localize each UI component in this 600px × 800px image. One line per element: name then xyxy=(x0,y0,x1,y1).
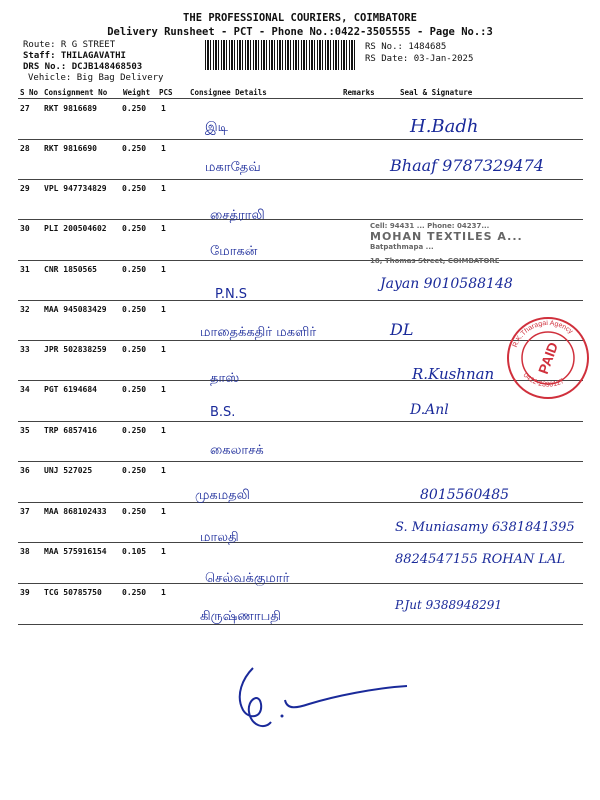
signature-handwriting: D.Anl xyxy=(410,402,449,418)
row-sno: 39 xyxy=(20,588,30,597)
row-sno: 32 xyxy=(20,305,30,314)
signature-handwriting: Jayan 9010588148 xyxy=(380,276,513,292)
svg-text:0422-2390127: 0422-2390127 xyxy=(521,371,566,389)
row-pcs: 1 xyxy=(161,224,166,233)
paid-stamp xyxy=(505,315,591,401)
signature-handwriting: Bhaaf 9787329474 xyxy=(390,156,544,175)
row-sno: 34 xyxy=(20,385,30,394)
row-weight: 0.250 xyxy=(122,345,147,354)
row-weight: 0.250 xyxy=(122,184,147,193)
consignee-handwriting: மகாதேவ் xyxy=(205,160,261,175)
row-divider xyxy=(18,300,583,301)
drs-label: DRS No.: DCJB148468503 xyxy=(23,62,143,72)
row-weight: 0.250 xyxy=(122,466,147,475)
consignee-handwriting: B.S. xyxy=(210,405,236,420)
consignee-handwriting: கைலாசக் xyxy=(210,443,264,458)
row-sno: 38 xyxy=(20,547,30,556)
row-divider xyxy=(18,219,583,220)
row-consignment-no: MAA 575916154 xyxy=(44,547,107,556)
row-weight: 0.250 xyxy=(122,507,147,516)
runsheet-subtitle: Delivery Runsheet - PCT - Phone No.:0422-3505555 - Page No.:3 xyxy=(107,26,493,38)
row-consignment-no: TRP 6857416 xyxy=(44,426,97,435)
row-pcs: 1 xyxy=(161,426,166,435)
consignee-handwriting: முகமதலி xyxy=(195,488,250,503)
row-pcs: 1 xyxy=(161,507,166,516)
row-consignment-no: UNJ 527025 xyxy=(44,466,93,475)
row-consignment-no: MAA 945083429 xyxy=(44,305,107,314)
col-seal-signature: Seal & Signature xyxy=(400,88,473,97)
row-divider xyxy=(18,179,583,180)
staff-label: Staff: THILAGAVATHI xyxy=(23,51,126,61)
row-consignment-no: RKT 9816690 xyxy=(44,144,97,153)
row-weight: 0.105 xyxy=(122,547,147,556)
col-consignee: Consignee Details xyxy=(190,88,267,97)
row-pcs: 1 xyxy=(161,466,166,475)
consignee-handwriting: மாதைக்கதிர் மகளிர் xyxy=(200,325,317,340)
header-divider xyxy=(18,98,583,99)
row-weight: 0.250 xyxy=(122,265,147,274)
row-sno: 37 xyxy=(20,507,30,516)
row-pcs: 1 xyxy=(161,588,166,597)
row-consignment-no: RKT 9816689 xyxy=(44,104,97,113)
route-label: Route: R G STREET xyxy=(23,40,116,50)
row-divider xyxy=(18,542,583,543)
row-consignment-no: CNR 1850565 xyxy=(44,265,97,274)
row-pcs: 1 xyxy=(161,385,166,394)
row-weight: 0.250 xyxy=(122,385,147,394)
row-pcs: 1 xyxy=(161,144,166,153)
signature-handwriting: P.Jut 9388948291 xyxy=(395,598,502,612)
signature-handwriting: H.Badh xyxy=(410,116,479,137)
row-divider xyxy=(18,461,583,462)
paid-stamp-graphic xyxy=(505,315,591,401)
signature-handwriting: 8015560485 xyxy=(420,487,510,503)
row-sno: 28 xyxy=(20,144,30,153)
svg-text:PAID: PAID xyxy=(534,340,562,376)
rs-date: RS Date: 03-Jan-2025 xyxy=(365,54,474,64)
consignee-handwriting: சைத்ராலி xyxy=(210,208,265,223)
row-pcs: 1 xyxy=(161,104,166,113)
row-weight: 0.250 xyxy=(122,224,147,233)
row-weight: 0.250 xyxy=(122,144,147,153)
row-pcs: 1 xyxy=(161,547,166,556)
signature-handwriting: 8824547155 ROHAN LAL xyxy=(395,552,566,567)
stamp-line: Cell: 94431 ... Phone: 04237... xyxy=(370,222,490,230)
row-divider xyxy=(18,380,583,381)
col-pcs: PCS xyxy=(159,88,173,97)
col-sno: S No xyxy=(20,88,39,97)
row-sno: 29 xyxy=(20,184,30,193)
row-consignment-no: MAA 868102433 xyxy=(44,507,107,516)
consignee-handwriting: மோகன் xyxy=(210,244,258,259)
col-weight: Weight xyxy=(123,88,151,97)
consignee-handwriting: செல்வக்குமார் xyxy=(205,571,290,586)
table-bottom-line xyxy=(18,624,583,625)
row-weight: 0.250 xyxy=(122,104,147,113)
consignee-handwriting: P.N.S xyxy=(215,287,248,302)
row-divider xyxy=(18,583,583,584)
row-weight: 0.250 xyxy=(122,588,147,597)
row-pcs: 1 xyxy=(161,305,166,314)
stamp-line: Batpathmapa ... xyxy=(370,243,434,251)
consignee-handwriting: இடி xyxy=(205,120,228,135)
row-sno: 33 xyxy=(20,345,30,354)
row-sno: 31 xyxy=(20,265,30,274)
rs-number: RS No.: 1484685 xyxy=(365,42,447,52)
row-divider xyxy=(18,421,583,422)
consignee-handwriting: தாஸ் xyxy=(210,371,240,386)
signature-handwriting: DL xyxy=(390,320,414,339)
consignee-handwriting: கிருஷ்ணாபதி xyxy=(200,609,281,624)
vehicle-label: Vehicle: Big Bag Delivery xyxy=(28,73,164,83)
runner-signature xyxy=(225,660,415,740)
row-pcs: 1 xyxy=(161,184,166,193)
row-pcs: 1 xyxy=(161,265,166,274)
row-sno: 27 xyxy=(20,104,30,113)
stamp-line: MOHAN TEXTILES A... xyxy=(370,230,523,243)
row-consignment-no: TCG 50785750 xyxy=(44,588,102,597)
row-sno: 36 xyxy=(20,466,30,475)
stamp-line: 18, Thomas Street, COIMBATORE xyxy=(370,257,500,265)
row-consignment-no: PLI 200504602 xyxy=(44,224,107,233)
signature-handwriting: S. Muniasamy 6381841395 xyxy=(395,520,575,535)
row-consignment-no: PGT 6194684 xyxy=(44,385,97,394)
consignee-handwriting: மாலதி xyxy=(200,530,239,545)
row-consignment-no: JPR 502838259 xyxy=(44,345,107,354)
row-pcs: 1 xyxy=(161,345,166,354)
row-sno: 30 xyxy=(20,224,30,233)
svg-text:R.K.Tharagai Agency: R.K.Tharagai Agency xyxy=(511,319,574,349)
row-weight: 0.250 xyxy=(122,426,147,435)
barcode xyxy=(205,40,355,70)
mohan-textiles-stamp xyxy=(370,222,550,265)
runsheet-title: THE PROFESSIONAL COURIERS, COIMBATORE xyxy=(183,12,417,24)
row-weight: 0.250 xyxy=(122,305,147,314)
signature-handwriting: R.Kushnan xyxy=(412,365,495,383)
row-divider xyxy=(18,139,583,140)
row-consignment-no: VPL 947734829 xyxy=(44,184,107,193)
col-consignment: Consignment No xyxy=(44,88,108,97)
col-remarks: Remarks xyxy=(343,88,375,97)
row-sno: 35 xyxy=(20,426,30,435)
